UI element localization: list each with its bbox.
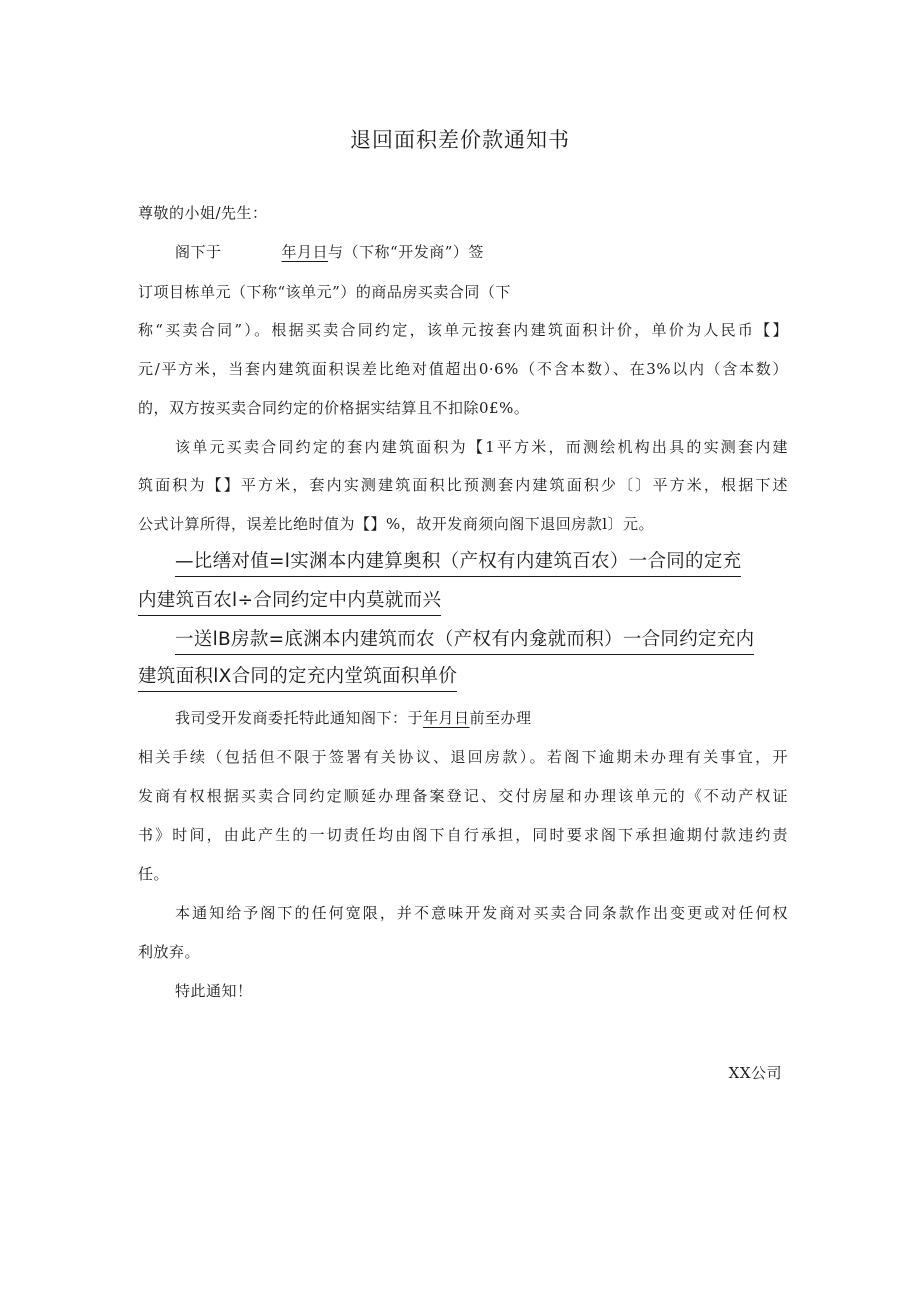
- paragraph-3-line-2: 相关手续（包括但不限于签署有关协议、退回房款）。若阁下逾期未办理有关事宜，开: [138, 748, 788, 766]
- formula-2-line-1: [175, 627, 788, 655]
- formula-2-text-b: 建筑面积lX合同的定充内堂筑面积单价: [138, 664, 457, 692]
- paragraph-3-line-3: 发商有权根据买卖合同约定顺延办理备案登记、交付房屋和办理该单元的《不动产权证: [138, 787, 788, 805]
- paragraph-1-line-2: 订项目栋单元（下称“该单元”）的商品房买卖合同（下: [138, 283, 511, 301]
- closing-text: 特此通知！: [175, 982, 253, 1000]
- formula-1-text-a: —比缮对值=l实渊本内建算奥积（产权有内建筑百农）一合同的定充: [175, 549, 741, 577]
- paragraph-2-line-3: 公式计算所得，误差比绝时值为【】%，故开发商须向阁下退回房款l〕元。: [138, 515, 655, 533]
- p1-date: 年月日: [281, 243, 329, 261]
- formula-1-line-2: [138, 588, 788, 616]
- paragraph-3-line-5: 任。: [138, 865, 170, 883]
- p3-action: 前至办理: [469, 709, 532, 727]
- formula-2-line-2: [138, 664, 788, 692]
- formula-2-text-a: 一送lB房款=底渊本内建筑而农（产权有内龛就而积）一合同约定充内: [175, 627, 754, 655]
- formula-1-text-b: 内建筑百农l÷合同约定中内莫就而兴: [138, 588, 441, 616]
- paragraph-4-line-1: 本通知给予阁下的任何宽限，并不意味开发商对买卖合同条款作出变更或对任何权: [175, 904, 788, 922]
- paragraph-4-line-2: 利放弃。: [138, 943, 201, 961]
- paragraph-1-line-5: 的，双方按买卖合同约定的价格据实结算且不扣除0£%。: [138, 399, 530, 417]
- paragraph-2-line-2: 筑面积为【】平方米，套内实测建筑面积比预测套内建筑面积少〔〕平方米，根据下述: [138, 476, 788, 494]
- paragraph-1-line-3: 称“买卖合同”）。根据买卖合同约定，该单元按套内建筑面积计价，单价为人民币【】: [138, 321, 788, 339]
- paragraph-2-line-1: 该单元买卖合同约定的套内建筑面积为【1平方米，而测绘机构出具的实测套内建: [175, 438, 788, 456]
- paragraph-3-line-4: 书》时间，由此产生的一切责任均由阁下自行承担，同时要求阁下承担逾期付款违约责: [138, 826, 788, 844]
- p1-party: 与（下称“开发商”）签: [328, 243, 484, 261]
- document-title: 退回面积差价款通知书: [350, 128, 570, 152]
- p1-intro: 阁下于: [175, 243, 222, 261]
- signature-company: XX公司: [728, 1064, 782, 1082]
- paragraph-3-line-1: [175, 708, 788, 728]
- paragraph-1-line-4: 元/平方米，当套内建筑面积误差比绝对值超出0·6%（不含本数）、在3%以内（含本数）: [138, 360, 788, 378]
- paragraph-1-line-1: [175, 242, 788, 262]
- salutation: 尊敬的小姐/先生：: [138, 204, 268, 222]
- formula-1-line-1: [175, 549, 788, 577]
- p3-date: 年月日: [423, 709, 470, 727]
- p3-intro: 我司受开发商委托特此通知阁下：于: [175, 709, 424, 727]
